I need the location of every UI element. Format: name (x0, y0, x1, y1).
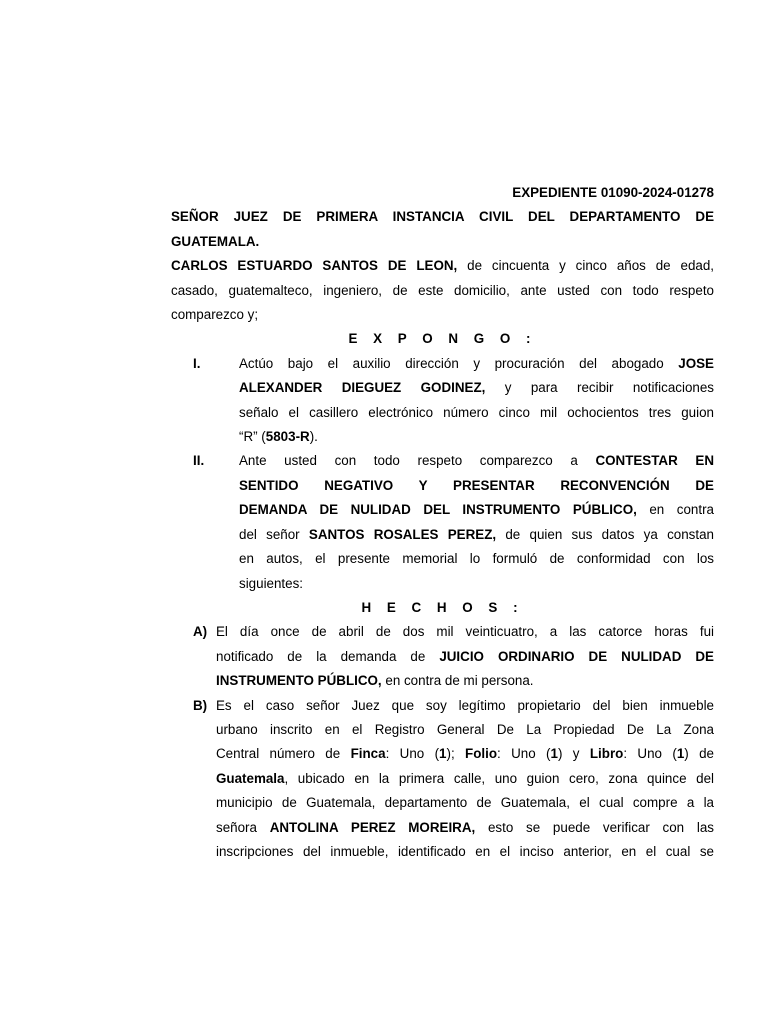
hechos-heading: H E C H O S : (361, 599, 524, 615)
item-i-line-1: Actúo bajo el auxilio dirección y procuración del abogado JOSE (239, 355, 714, 371)
item-a-line-2: notificado de la demanda de JUICIO ORDINARIO DE NULIDAD DE (216, 648, 714, 664)
item-ii-line-6: siguientes: (239, 575, 304, 591)
item-ii-line-3: DEMANDA DE NULIDAD DEL INSTRUMENTO PÚBLICO, en contra (239, 502, 714, 518)
addressee-line-1: SEÑOR JUEZ DE PRIMERA INSTANCIA CIVIL DEL DEPARTAMENTO DE (171, 209, 714, 225)
item-b-line-5: municipio de Guatemala, departamento de Guatemala, el cual compre a la (216, 795, 714, 811)
addressee-line-2: GUATEMALA. (171, 233, 260, 249)
item-b-line-1: Es el caso señor Juez que soy legítimo propietario del bien inmueble (216, 697, 714, 713)
intro-line-1: CARLOS ESTUARDO SANTOS DE LEON, de cincuenta y cinco años de edad, (171, 258, 715, 274)
item-i-line-4: “R” (5803-R). (239, 429, 318, 445)
item-b-line-4: Guatemala, ubicado en la primera calle, uno guion cero, zona quince del (216, 770, 714, 786)
item-b-marker: B) (193, 697, 208, 713)
item-ii (171, 449, 714, 595)
item-a-line-1: El día once de abril de dos mil veinticuatro, a las catorce horas fui (216, 624, 714, 640)
item-i-line-3: señalo el casillero electrónico número cinco mil ochocientos tres guion (239, 404, 714, 420)
item-ii-line-4: del señor SANTOS ROSALES PEREZ, de quien sus datos ya constan (239, 526, 714, 542)
item-ii-line-5: en autos, el presente memorial lo formuló de conformidad con los (239, 551, 714, 567)
item-b-line-2: urbano inscrito en el Registro General De La Propiedad De La Zona (216, 721, 714, 737)
item-a-line-3: INSTRUMENTO PÚBLICO, en contra de mi persona. (216, 673, 534, 689)
expediente-number: EXPEDIENTE 01090-2024-01278 (512, 185, 714, 200)
item-i (171, 352, 714, 450)
item-ii-line-2: SENTIDO NEGATIVO Y PRESENTAR RECONVENCIÓN DE (239, 477, 714, 493)
item-ii-marker: II. (193, 453, 205, 469)
item-a (171, 620, 714, 693)
item-i-marker: I. (193, 355, 201, 371)
intro-line-3: comparezco y; (171, 307, 259, 323)
intro-line-2: casado, guatemalteco, ingeniero, de este domicilio, ante usted con todo respeto (171, 282, 714, 298)
item-b (171, 694, 714, 865)
item-a-marker: A) (193, 624, 208, 640)
item-b-line-7: inscripciones del inmueble, identificado en el inciso anterior, en el cual se (216, 843, 714, 859)
expongo-heading: E X P O N G O : (348, 331, 537, 347)
item-b-line-3: Central número de Finca: Uno (1); Folio: Uno (1) y Libro: Uno (1) de (216, 746, 715, 762)
item-b-line-6: señora ANTOLINA PEREZ MOREIRA, esto se puede verificar con las (216, 819, 714, 835)
item-i-line-2: ALEXANDER DIEGUEZ GODINEZ, y para recibir notificaciones (239, 380, 714, 396)
document-body (171, 181, 714, 864)
item-ii-line-1: Ante usted con todo respeto comparezco a CONTESTAR EN (239, 453, 714, 469)
